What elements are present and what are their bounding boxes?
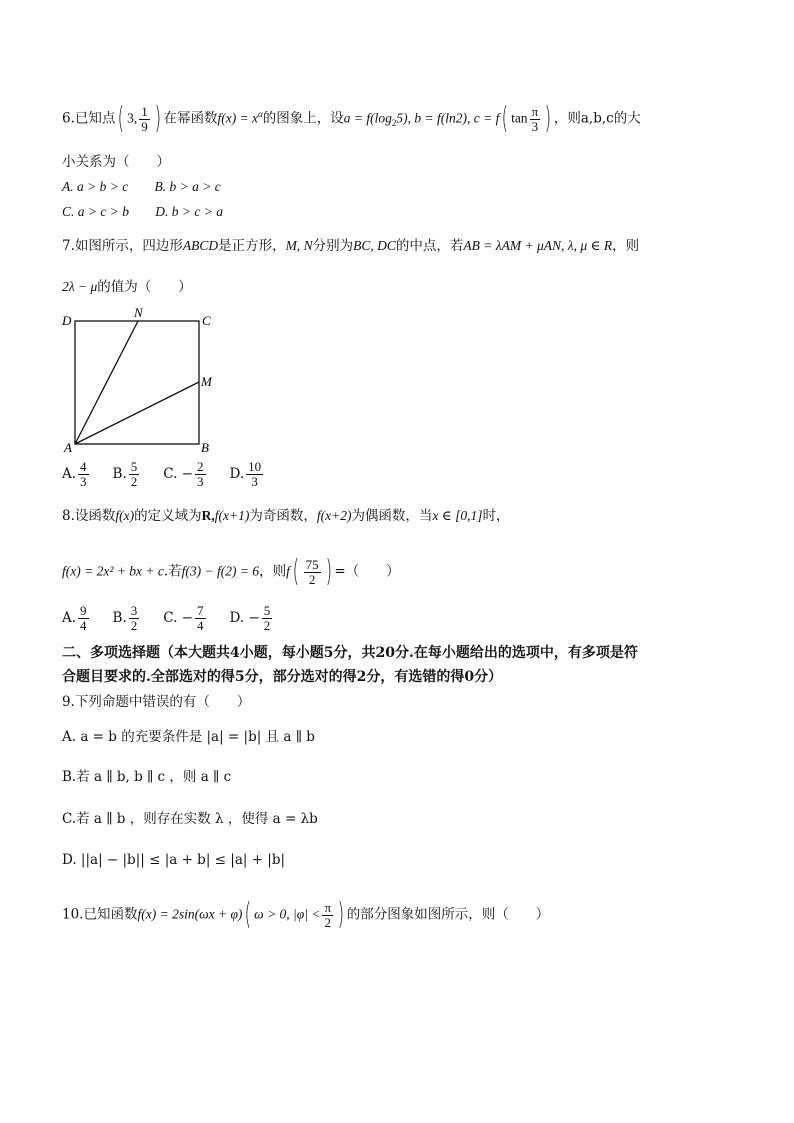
segment-an bbox=[75, 321, 138, 444]
label-n: N bbox=[134, 305, 143, 320]
q6-option-d[interactable]: D. b > c > a bbox=[155, 204, 223, 219]
q8-frac-75-2: $\frac{75}{2}$ bbox=[305, 556, 319, 587]
label-a: A bbox=[64, 440, 72, 455]
q7-option-c[interactable]: C. − $\frac{2}{3}$ bbox=[163, 459, 204, 489]
section2-heading-line1: 二、多项选择题（本大题共4小题，每小题5分，共20分.在每小题给出的选项中，有多项是符 bbox=[62, 645, 638, 661]
q6-stem-line2: 小关系为（ ） bbox=[62, 154, 170, 170]
q6-option-b[interactable]: B. b > a > c bbox=[154, 179, 221, 194]
q6-option-c[interactable]: C. a > c > b bbox=[62, 204, 129, 219]
q10-pi-over-2: $\frac{\pi}{2}$ bbox=[324, 899, 332, 930]
q7-stem-line1: 7.如图所示，四边形ABCD是正方形，M, N分别为BC, DC的中点，若AB = λAM + μAN, λ, μ ∈ R，则 bbox=[62, 238, 640, 254]
q8-option-c[interactable]: C. − $\frac{7}{4}$ bbox=[163, 603, 204, 633]
q6-pi-fraction: $\frac{\pi}{3}$ bbox=[531, 103, 539, 134]
q6-option-a[interactable]: A. a > b > c bbox=[62, 179, 129, 194]
square-abcd bbox=[75, 321, 199, 444]
q8-option-b[interactable]: B. $\frac{3}{2}$ bbox=[112, 603, 138, 633]
q8-options bbox=[62, 602, 296, 634]
label-d: D bbox=[62, 313, 72, 328]
q6-options-row2 bbox=[62, 202, 245, 222]
q7-square-figure bbox=[60, 304, 222, 456]
q7-options bbox=[62, 458, 287, 490]
q8-stem-line1: 8.设函数f(x)的定义域为R,f(x+1)为奇函数，f(x+2)为偶函数，当x ∈ [0,1]时， bbox=[62, 508, 510, 524]
q8-stem-line2: f(x) = 2x² + bx + c.若f(3) − f(2) = 6，则f( $\frac{75}{2}$ ) =（ ） bbox=[62, 554, 400, 589]
q6-point-fraction: $\frac{1}{9}$ bbox=[141, 103, 148, 134]
q9-option-d[interactable]: D. ||a| − |b|| ≤ |a + b| ≤ |a| + |b| bbox=[62, 852, 286, 868]
section2-heading-line2: 合题目要求的.全部选对的得5分，部分选对的得2分，有选错的得0分） bbox=[62, 669, 503, 685]
q6-stem-line1: 6.已知点( 3, $\frac{1}{9}$ ) 在幂函数$f(x) = x^\alpha$的图象上，设$a = f(\log_25)$, b = f(ln2), c = f( tan $\frac{\pi}{3}$ ) ，则a,b,c的大 bbox=[62, 101, 641, 136]
q8-option-a[interactable]: A. $\frac{9}{4}$ bbox=[62, 603, 87, 633]
q6-options-row1 bbox=[62, 177, 243, 197]
q9-option-b[interactable]: B.若 a ∥ b, b ∥ c ，则 a ∥ c bbox=[62, 769, 232, 785]
q8-option-d[interactable]: D. − $\frac{5}{2}$ bbox=[229, 603, 271, 633]
label-b: B bbox=[201, 440, 209, 455]
label-m: M bbox=[201, 374, 212, 389]
q7-option-b[interactable]: B. $\frac{5}{2}$ bbox=[112, 459, 138, 489]
q7-option-d[interactable]: D. $\frac{10}{3}$ bbox=[229, 459, 262, 489]
segment-am bbox=[75, 382, 199, 444]
q9-stem: 9.下列命题中错误的有（ ） bbox=[62, 694, 251, 710]
q10-stem: 10.已知函数f(x) = 2sin(ωx + φ)( ω > 0, |φ| < $\frac{\pi}{2}$ ) 的部分图象如图所示，则（ ） bbox=[62, 897, 550, 932]
q9-option-c[interactable]: C.若 a ∥ b ，则存在实数 λ ，使得 a = λb bbox=[62, 811, 318, 827]
q7-option-a[interactable]: A. $\frac{4}{3}$ bbox=[62, 459, 87, 489]
q9-option-a[interactable]: A. a = b 的充要条件是 |a| = |b| 且 a ∥ b bbox=[62, 729, 315, 745]
q7-stem-line2: 2λ − μ的值为（ ） bbox=[62, 279, 192, 295]
label-c: C bbox=[202, 313, 211, 328]
